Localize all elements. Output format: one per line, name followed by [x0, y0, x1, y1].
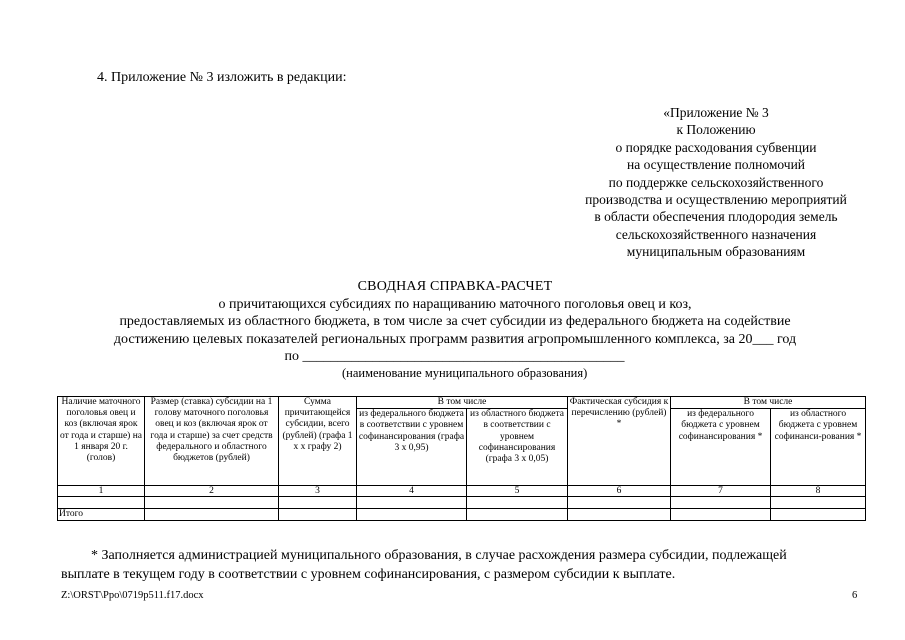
municipality-hint: (наименование муниципального образования) [342, 366, 588, 380]
table-cell [279, 509, 357, 521]
header-rate: Размер (ставка) субсидии на 1 голову маточного поголовья овец и коз (включая ярок от года и старше) за счет средств федерального и областного бюджетов (рублей) [145, 397, 279, 486]
header-group-including-2: В том числе [671, 397, 866, 409]
header-regional-2: из областного бюджета с уровнем софинанси-рования * [771, 409, 866, 486]
table-cell [671, 497, 771, 509]
table-row [58, 497, 866, 509]
table-cell [771, 509, 866, 521]
table-cell [671, 509, 771, 521]
municipality-line: по ______________________________________________ [284, 349, 625, 365]
table-cell [145, 497, 279, 509]
appendix-line: к Положению [676, 122, 756, 138]
total-row [58, 509, 866, 521]
table-cell [568, 497, 671, 509]
file-path: Z:\ORST\Ppo\0719p511.f17.docx [61, 590, 204, 601]
column-number: 5 [467, 486, 568, 497]
intro-paragraph: 4. Приложение № 3 изложить в редакции: [97, 70, 347, 85]
subtitle-line: о причитающихся субсидиях по наращиванию маточного поголовья овец и коз, [218, 296, 692, 312]
appendix-line: по поддержке сельскохозяйственного [608, 174, 824, 190]
subtitle-line: достижению целевых показателей региональных программ развития агропромышленного комплекса, за 20___ год [113, 331, 797, 347]
table-cell [568, 509, 671, 521]
header-federal-1: из федерального бюджета в соответствии с уровнем софинансирования (графа 3 х 0,95) [357, 409, 467, 486]
appendix-header [540, 104, 892, 261]
footnote-line: * Заполняется администрацией муниципального образования, в случае расхождения размера субсидии, подлежащей [91, 548, 787, 563]
document-title-block [40, 278, 870, 366]
appendix-line: «Приложение № 3 [663, 105, 769, 120]
subsidy-table [57, 396, 866, 521]
header-actual-subsidy: Фактическая субсидия к перечислению (рублей) * [568, 397, 671, 486]
appendix-line: сельскохозяйственного назначения [615, 226, 817, 242]
appendix-line: в области обеспечения плодородия земель [594, 209, 838, 225]
table-cell [771, 497, 866, 509]
appendix-line: производства и осуществлению мероприятий [585, 192, 847, 208]
header-group-including-1: В том числе [357, 397, 568, 409]
header-stock: Наличие маточного поголовья овец и коз (включая ярок от года и старше) на 1 января 20 г. (голов) [58, 397, 145, 486]
table-cell [357, 509, 467, 521]
footnote-line: выплате в текущем году в соответствии с уровнем софинансирования, с размером субсидии к выплате. [61, 566, 676, 582]
table-cell [467, 497, 568, 509]
document-title: СВОДНАЯ СПРАВКА-РАСЧЕТ [357, 279, 553, 294]
page-number: 6 [852, 590, 858, 601]
column-number: 1 [58, 486, 145, 497]
table-cell [467, 509, 568, 521]
footnote [61, 547, 861, 584]
header-federal-2: из федерального бюджета с уровнем софинансирования * [671, 409, 771, 486]
table-cell [145, 509, 279, 521]
appendix-line: на осуществление полномочий [626, 157, 806, 173]
column-number: 2 [145, 486, 279, 497]
column-number: 4 [357, 486, 467, 497]
total-label: Итого [58, 509, 145, 521]
header-regional-1: из областного бюджета в соответствии с уровнем софинансирования (графа 3 х 0,05) [467, 409, 568, 486]
appendix-line: о порядке расходования субвенции [615, 139, 817, 155]
column-number: 8 [771, 486, 866, 497]
subtitle-line: предоставляемых из областного бюджета, в том числе за счет субсидии из федерального бюджета на содействие [119, 314, 791, 330]
column-number: 3 [279, 486, 357, 497]
table-cell [58, 497, 145, 509]
appendix-line: муниципальным образованиям [626, 244, 806, 260]
table-cell [279, 497, 357, 509]
column-number: 6 [568, 486, 671, 497]
table-cell [357, 497, 467, 509]
column-number: 7 [671, 486, 771, 497]
header-sum: Сумма причитающейся субсидии, всего (рублей) (графа 1 х х графу 2) [279, 397, 357, 486]
